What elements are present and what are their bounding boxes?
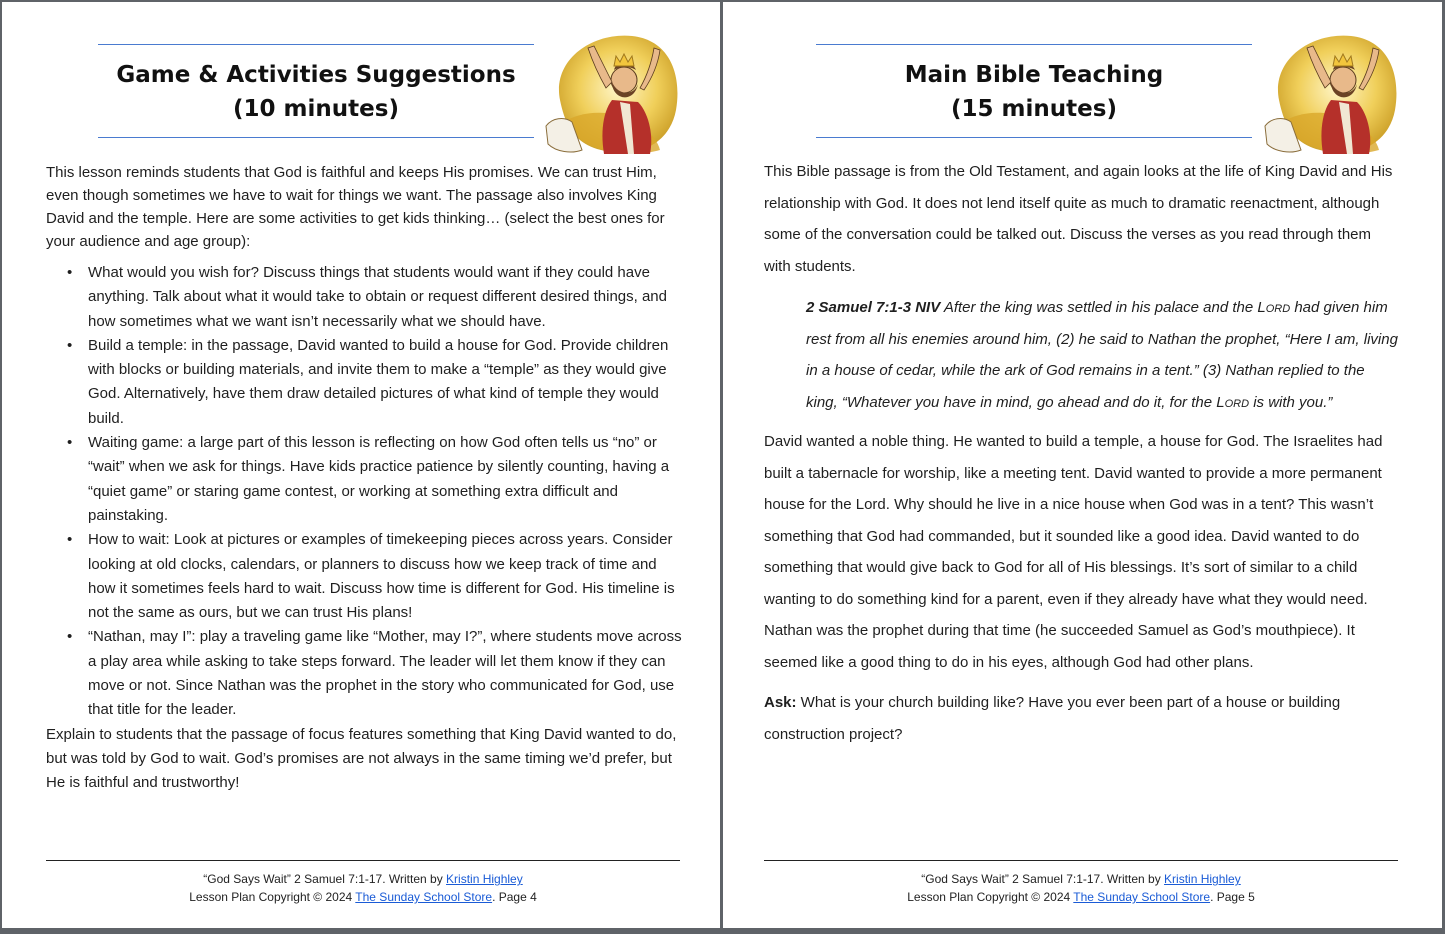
list-item: • Build a temple: in the passage, David wanted to build a house for God. Provide children with blocks or building materials, and invite them to make a “temple” as they would give God. Alternatively, have them draw detailed pictures of what kind of temple they would build. <box>88 334 682 431</box>
page-footer <box>764 870 1398 906</box>
lesson-body <box>764 156 1400 750</box>
intro-paragraph: This Bible passage is from the Old Testament, and again looks at the life of King David and His relationship with God. It does not lend itself quite as much to dramatic reenactment, although some of the conversation could be talked out. Discuss the verses as you read through them with students. <box>764 163 1393 275</box>
scripture-text: After the king was settled in his palace and the <box>940 299 1258 316</box>
title-line-2: (15 minutes) <box>951 96 1117 122</box>
scripture-lord: Lord <box>1257 299 1291 316</box>
list-item: • What would you wish for? Discuss things that students would want if they could have anything. Talk about what it would take to obtain or request different desired things, and how sometimes what we want isn’t necessarily what we should have. <box>88 261 682 334</box>
title-bottom-rule <box>816 137 1252 138</box>
ask-question: What is your church building like? Have you ever been part of a house or building construction project? <box>764 694 1341 743</box>
scripture-text: is with you.” <box>1249 393 1333 411</box>
document-page-4 <box>2 2 720 928</box>
explanation-paragraph: David wanted a noble thing. He wanted to build a temple, a house for God. The Israelites had built a tabernacle for worship, like a meeting tent. David wanted to provide a more permanent house for the Lord. Why should he live in a nice house when God was in a tent? This wasn’t something that God had commanded, but it sounded like a good idea. David wanted to do something that would give back to God for all of His blessings. It’s sort of similar to a child wanting to do something kind for a parent, even if they already have what they would need. Nathan was the prophet during that time (he succeeded Samuel as God’s mouthpiece). It seemed like a good thing to do in his eyes, although God had other plans. <box>764 433 1383 671</box>
footer-credit-text: “God Says Wait” 2 Samuel 7:1-17. Written by <box>921 872 1165 886</box>
page-title <box>98 58 534 126</box>
intro-paragraph: This lesson reminds students that God is faithful and keeps His promises. We can trust Him, even though sometimes we have to wait for things we want. The passage also involves King David and the temple. Here are some activities to get kids thinking… (select the best ones for your audience and age group): <box>46 164 665 250</box>
author-link[interactable]: Kristin Highley <box>1164 872 1241 886</box>
outro-paragraph: Explain to students that the passage of focus features something that King David wanted to do, but was told by God to wait. God’s promises are not always in the same timing we’d prefer, but He is faithful and trustworthy! <box>46 725 677 791</box>
footer-copyright-text: Lesson Plan Copyright © 2024 <box>907 890 1074 904</box>
title-line-1: Game & Activities Suggestions <box>116 62 516 88</box>
footer-copyright-text: Lesson Plan Copyright © 2024 <box>189 890 356 904</box>
ask-paragraph <box>764 687 1400 750</box>
title-top-rule <box>98 44 534 45</box>
page-title <box>816 58 1252 126</box>
king-david-illustration <box>542 30 682 160</box>
activity-list <box>46 261 682 723</box>
scripture-quote <box>806 292 1400 418</box>
list-item: • “Nathan, may I”: play a traveling game like “Mother, may I?”, where students move across a play area while asking to take steps forward. The leader will let them know if they can move or not. Since Nathan was the prophet in the story who communicated for God, use that title for the leader. <box>88 625 682 722</box>
lesson-body <box>46 161 682 795</box>
page-number: . Page 4 <box>492 890 537 904</box>
store-link[interactable]: The Sunday School Store <box>1073 890 1211 904</box>
title-top-rule <box>816 44 1252 45</box>
store-link[interactable]: The Sunday School Store <box>355 890 493 904</box>
title-bottom-rule <box>98 137 534 138</box>
scripture-lord: Lord <box>1216 393 1250 411</box>
page-number: . Page 5 <box>1210 890 1255 904</box>
title-line-2: (10 minutes) <box>233 96 399 122</box>
footer-line-1 <box>46 870 680 888</box>
title-line-1: Main Bible Teaching <box>904 62 1164 88</box>
list-item: • Waiting game: a large part of this lesson is reflecting on how God often tells us “no” or “wait” when we ask for things. Have kids practice patience by silently counting, having a “quiet game” or staring game contest, or working at something extra difficult and painstaking. <box>88 431 682 528</box>
footer-line-2 <box>764 888 1398 906</box>
scripture-text: had given him rest from all his enemies around him, (2) he said to Nathan the prophet, “Here I am, living in a house of cedar, while the ark of God remains in a tent.” (3) Nathan replied to the king, “Whatever you have in mind, go ahead and do it, for the <box>806 299 1398 411</box>
footer-credit-text: “God Says Wait” 2 Samuel 7:1-17. Written by <box>203 872 447 886</box>
footer-rule <box>764 860 1398 861</box>
author-link[interactable]: Kristin Highley <box>446 872 523 886</box>
footer-rule <box>46 860 680 861</box>
ask-label: Ask: <box>764 694 797 711</box>
page-footer <box>46 870 680 906</box>
footer-line-1 <box>764 870 1398 888</box>
document-page-5 <box>723 2 1442 928</box>
list-item: • How to wait: Look at pictures or examples of timekeeping pieces across years. Consider looking at old clocks, calendars, or planners to discuss how we keep track of time and how it sometimes feels hard to wait. Discuss how time is different for God. His timeline is not the same as ours, but we can trust His plans! <box>88 528 682 625</box>
footer-line-2 <box>46 888 680 906</box>
scripture-reference: 2 Samuel 7:1-3 NIV <box>806 299 941 316</box>
king-david-illustration <box>1261 30 1401 160</box>
